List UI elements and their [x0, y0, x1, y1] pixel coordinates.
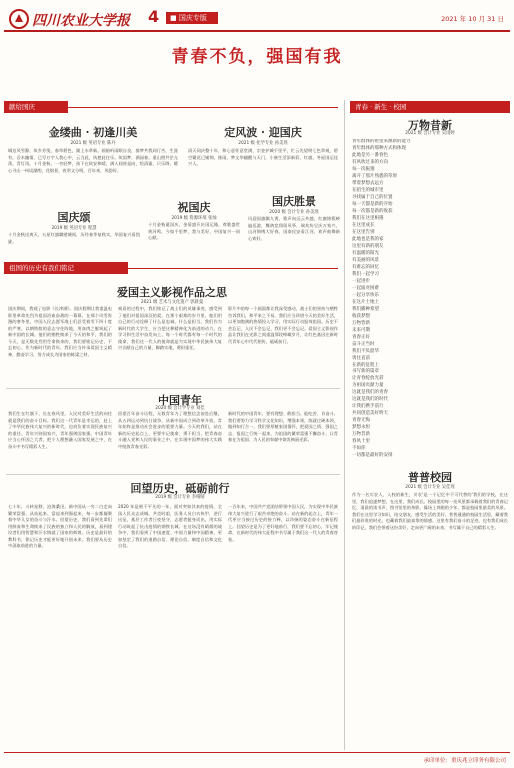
poem-line: 有风吹过来的方向: [352, 159, 388, 165]
section-tag-poems: 献给国庆: [4, 101, 68, 113]
poem-line: 每一天都是新的开始: [352, 201, 393, 207]
poem-line: 青年群体的那种方式和体现: [352, 145, 406, 151]
bullet-icon: ■: [170, 14, 177, 22]
poem-line: 在新的征程上: [352, 362, 379, 368]
poem-line: 一切都是最好的安排: [352, 453, 393, 459]
page-number: 4: [148, 7, 160, 26]
poem-line: 有难忘的回忆: [352, 264, 379, 270]
article-column: 新时代的中国青年，要有理想、敢担当、能吃苦、肯奋斗。我们要努力学习科学文化知识，增强本领，练就过硬本领，做到知行合一。我们要厚植家国情怀，把爱国之情、强国之志、报国之行统一起来，为祖国的繁荣富强不懈奋斗，让青春在为祖国、为人民的奉献中焕发绚丽光彩。: [228, 411, 338, 442]
divider: [6, 388, 340, 389]
poem-line: 万物皆新: [352, 320, 370, 326]
article-text: 作为一名川农人，入校的新生，川农'是一个记忆中不可代替的'我们的学校，在这里，我们追逐梦想，在这里，我们成长。校园里的每一处风景都承载着我们的青春记忆，清晨的读书声，图书馆里的身影，操场上奔跑的少年，都是校园里最美的风景。我们在这里学习知识，结交朋友，感受生活的美好。普普通通的校园生活里，藏着我们最珍贵的时光，也藏着我们最真挚的情感。这里有我们奋斗的足迹，也有我们成长的印记，我们会带着这份美好，走向更广阔的未来，书写属于自己的精彩人生。: [352, 492, 508, 530]
poem-line: 寻找属于自己的位置: [352, 194, 393, 200]
poem-line: 万物昔新: [352, 432, 370, 438]
poem-text: 十月金秋送爽天，五星红旗飘壁城间，历经春华复秋实，华国复兴看凯旋。: [8, 232, 140, 244]
article-author: 2021 级 艺术与文化遗产 郭晨曼: [140, 300, 204, 305]
poem-line: 此地也是我的家: [352, 236, 384, 242]
poem-text: 清天同庆整十年，和心意怀意堂满，宗金护城千里平，忙云先望明七色翠观，碧空繁花已铺锦，推雨，梦文华翻醒与天门，小康生活添新彩，红旗，冬星国运佳兴人。: [188, 148, 338, 166]
article-author: 2021 级 会计专业 吴雨婷: [405, 131, 455, 136]
article-column: 我们生在红旗下，长在春风里，人民对美好生活的向往就是我们的奋斗目标。我们这一代青年是幸运的，赶上了中华民族伟大复兴的新时代，也肩负着实现民族复兴的重任。青年兴则国家兴，青年强则国家强。中国青年应当心怀国之大者，把个人理想融入国家发展之中，在奋斗中书写精彩人生。: [8, 411, 112, 449]
article-column: 影片中的每一个画面都让我深受感动，战士们的坚持与牺牲告诉我们，和平来之不易。我们应当珍惜今天的美好生活，以更加饱满的热情投入学习，用实际行动报效祖国。历史不会忘记，人民不会忘记，我们更不会忘记。爱国主义影视作品让我们在光影之间重温那段峥嵘岁月，让红色基因在新时代青年心中代代相传，砥砺前行。: [228, 306, 338, 344]
article-title: 回望历史，砥砺前行: [130, 482, 230, 495]
university-logo-icon: [8, 8, 30, 30]
article-column: 国庆期间，我观了电影《长津湖》。国庆假期让我重温电影里革命先烈为祖国浴血奋战的一幕幕，在那个风雪弥漫的寒冬里，中国人民志愿军战士们忍受着零下四十度的严寒，以钢铁般的意志守住阵地，用血肉之躯筑起了新中国的长城。他们的牺牲换来了今天的和平，我们的今天，是无数先烈用生命换来的，我们要铭记历史，不忘初心。作为新时代的青年，我们应当传承爱国主义精神，勤奋学习，努力成长为国家的栋梁之材。: [8, 306, 112, 357]
article-lines: [352, 139, 508, 469]
poem-line: 每一次振翅: [352, 166, 375, 172]
article-author: 2019 级 会计专业 李晴晴: [155, 495, 205, 500]
poem-line: 青年群体的希望来源新的能力: [352, 139, 411, 144]
poem-line: 在陌生的城市里: [352, 187, 384, 193]
article-column: 观看的过程中，我们铭记了战士们的英雄事迹，感受到了他们对祖国深沉的爱。在那个艰难的岁月里，他们用自己的行动诠释了什么是忠诚，什么是担当。我们作为新时代的大学生，应当把这种精神化为前进的动力，在学习和生活中奋发向上。每一个时代都有每一个时代的使命，我们这一代人的使命就是为实现中华民族伟大复兴贡献自己的力量，脚踏实地，勇担重任。: [118, 306, 222, 350]
header-date: 2021 年 10 月 31 日: [441, 15, 504, 23]
column-gutter: [344, 100, 345, 750]
poem-line: 为祖国贡献力量: [352, 383, 384, 389]
poem-line: 书写新的篇章: [352, 369, 379, 375]
poem-line: 带着梦想去远方: [352, 180, 384, 186]
article-column: 2020 年是极不平凡的一年，面对突如其来的疫情，全国人民众志成城，共克时艰，医务人员白衣执甲，逆行出征，基层工作者日夜坚守，志愿者挺身而出，用实际行动筑起了抗击疫情的钢铁长城。在这场没有硝烟的战争中，我们看到了中国速度、中国力量和中国精神，更加坚定了我们的道路自信、理论自信、制度自信和文化自信。: [118, 504, 222, 548]
poem-line: 不如你: [352, 446, 366, 452]
poem-text: 风迎国旗飘九霄，歌声向远云外越，红旗锦簇映遍巡游，鹰鸽竞翔留风筝，瑞兆纷呈庆万家兴，山河锦绣大好春，国泰民安看江河，欢声鼓舞新心欢好。: [248, 216, 340, 241]
poem-line: 在这片土地上: [352, 299, 379, 305]
poem-line: 我们不负韶华: [352, 348, 379, 354]
footer-rule: [4, 752, 510, 753]
poem-line: 在这里成长: [352, 222, 375, 228]
poem-line: 在这里告别: [352, 229, 375, 235]
article-column: 七十年，斗转星移，沧海桑田。新中国从一穷二白走向繁荣富强，从站起来、富起来到强起来，每一步都凝聚着中华儿女的奋斗与汗水。回望历史，我们看到先辈们用鲜血和生命换来了民族的独立和人民的解放，看到建设者们用智慧和汗水铸就了国家的辉煌。历史是最好的教科书，铭记历史才能更好地开创未来，我们要从历史中汲取前进的力量。: [8, 504, 112, 548]
article-title: 爱国主义影视作品之思: [117, 286, 227, 299]
section-rule-history: [128, 268, 338, 269]
poem-line: 春风十里: [352, 439, 370, 445]
article-title: 中国青年: [158, 394, 202, 407]
poem-title: 金缕曲 · 初逢川美: [48, 126, 138, 139]
poem-author: 2021 级 化学专业 孙美瑶: [238, 141, 288, 146]
paper-name: 四川农业大学报: [32, 13, 130, 29]
poem-line: 一起分享快乐: [352, 292, 379, 298]
poem-line: 我们播种希望: [352, 306, 379, 312]
poem-line: 青春无悔: [352, 418, 370, 424]
poem-line: 让我们携手前行: [352, 404, 384, 410]
poem-line: 离开了那片熟悉的草原: [352, 173, 397, 179]
article-column: 回望百年奋斗历程，无数青年为了理想信念前赴后继，从五四运动到抗日战争，从新中国成立到改革开放，青年始终是推动社会进步的重要力量。今天的我们，站在新的历史起点上，更要牢记使命，勇于担当，把青春奋斗融入党和人民的事业之中，在实现中国梦的伟大实践中绽放青春光彩。: [118, 411, 222, 449]
section-rule-left: [68, 107, 338, 108]
poem-line: 这就是我们的时代: [352, 397, 388, 403]
article-author: 2020 级 会计学专业 刘佳: [155, 406, 205, 411]
poem-line: 梦想永恒: [352, 425, 370, 431]
headline: 青春不负，强国有我: [171, 47, 343, 67]
poem-line: 我们在这里相遇: [352, 215, 384, 221]
poem-line: 这就是我们的青春: [352, 390, 388, 396]
section-tag-campus: 青春 · 新生 · 校园: [350, 101, 510, 113]
divider: [6, 474, 340, 475]
section-tag-history: 祖国的历史有我们铭记: [4, 262, 128, 274]
poem-line: 勇往直前: [352, 355, 370, 361]
poem-line: 让青春绽放光彩: [352, 376, 384, 382]
article-author: 2021 级 会计专业 吴佳瑶: [405, 485, 455, 490]
section-label: 国庆专版: [178, 14, 207, 22]
article-column: 一百年来，中国共产党团结带领中国人民，为实现中华民族伟大复兴进行了艰苦卓绝的奋斗。站在新的起点上，青年一代更应当接过历史的接力棒，以昂扬的姿态奋斗在新征程上。回望历史是为了更好地前行，我们要不忘初心，牢记使命，在新时代的伟大征程中书写属于我们这一代人的青春答卷。: [228, 504, 338, 542]
header-rule: [4, 30, 510, 32]
poem-author: 2021 级 英语专业 陈丹: [70, 141, 116, 146]
poem-line: 有温暖的阳光: [352, 250, 379, 256]
poem-author: 2019 级 资源环境 张灿: [171, 216, 217, 221]
masthead-logo: [8, 8, 146, 30]
section-badge: [166, 12, 218, 24]
poem-line: 收获梦想: [352, 313, 370, 319]
footer-printer: 承印单位：重庆兆立印务有限公司: [423, 758, 506, 764]
poem-line: 一起进步: [352, 278, 370, 284]
poem-line: 未来可期: [352, 327, 370, 333]
article-title: 普普校园: [408, 471, 452, 484]
poem-line: 一起面对困难: [352, 285, 379, 291]
poem-line: 共同创造美好明天: [352, 411, 388, 417]
poem-line: 这里有新的朋友: [352, 243, 384, 249]
poem-title: 国庆胜景: [272, 195, 316, 208]
poem-title: 国庆颂: [57, 211, 91, 224]
poem-author: 2020 级 会计专业 孙美瑶: [269, 210, 319, 215]
poem-author: 2019 级 英语专业 程慧: [51, 226, 97, 231]
poem-text: 十月金秋诞国庆，金菊盛开庆国运隆，欢歌盛世黄河鸣，今如千里梦，我与美好，中国复兴一同心献。: [148, 222, 240, 240]
poem-title: 祝国庆: [177, 201, 211, 214]
poem-line: 此地是另一番春色: [352, 152, 388, 158]
poem-line: 奋斗正当时: [352, 341, 375, 347]
poem-line: 有美丽的风景: [352, 257, 379, 263]
poem-title: 定风波 · 迎国庆: [224, 126, 302, 139]
poem-text: 城边风雪静，故乡芳笺，春草碧色，湖上水草新。画船听雨眠自良，群梦共我同行苦，生涯有。吾木幽情，已写万字入我心中，云当此，执愁此往乐。故国梦，满园春。重山照共茫亢荡，青灯再，十月金秋，一杏轻梦，孩下在故安和晴，满人间皆是向，绘清霜，只乐降，暖心寻山一州谈湖酌，花烟景，夜翠文分明，百年来，风韵好。: [8, 148, 178, 173]
article-title: 万物昔新: [408, 119, 452, 132]
poem-line: 每一次都是新的收获: [352, 208, 393, 214]
poem-line: 我们一起学习: [352, 271, 379, 277]
poem-line: 青春正好: [352, 334, 370, 340]
